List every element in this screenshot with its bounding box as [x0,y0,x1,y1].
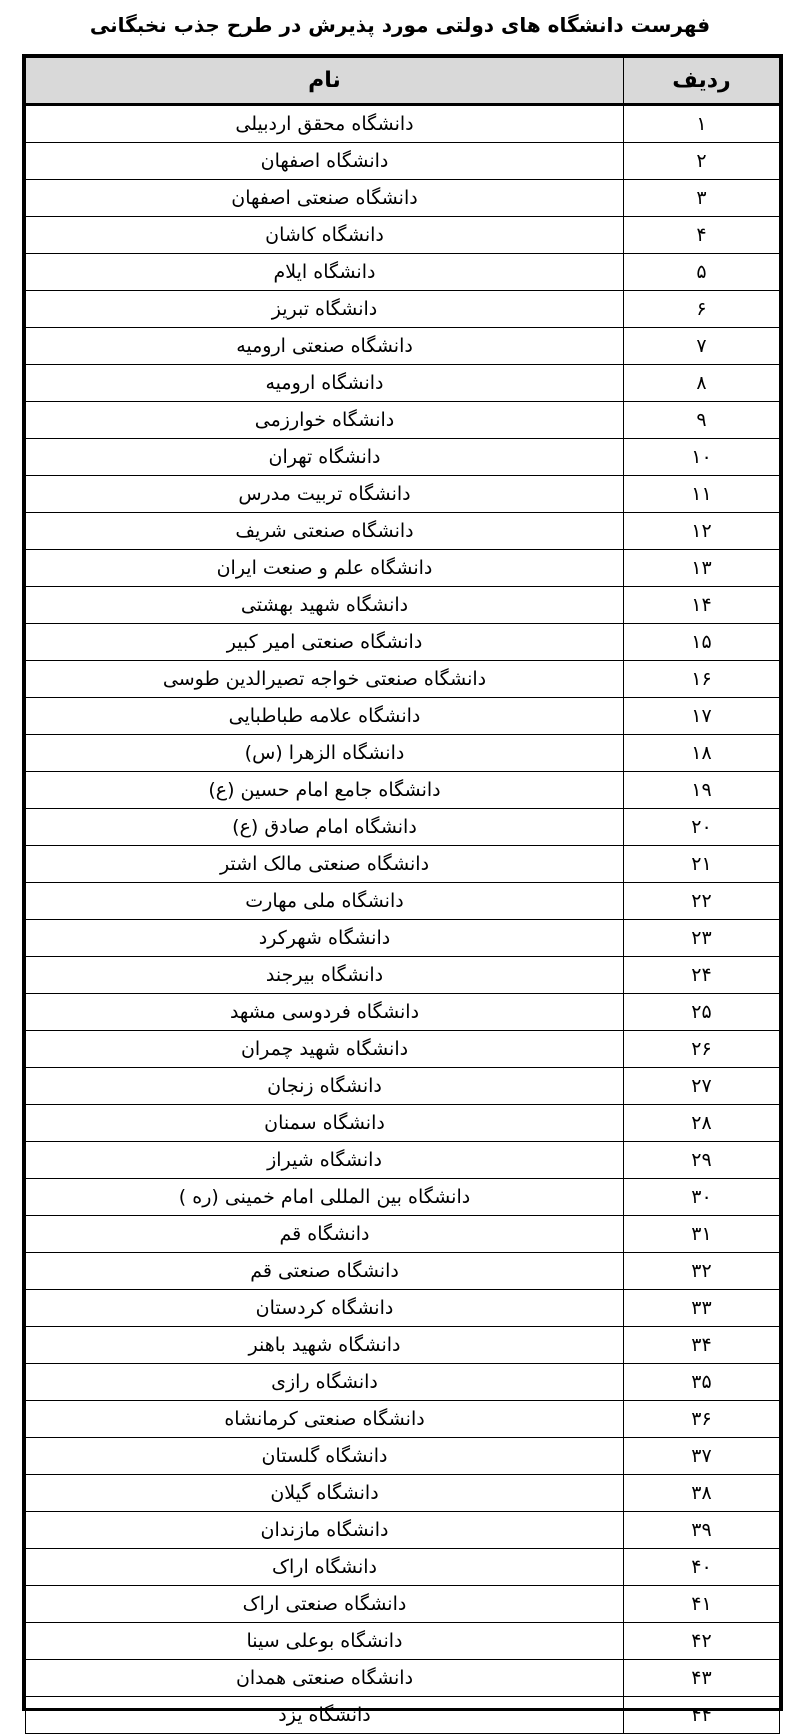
row-index-cell: ۲۶ [624,1031,780,1068]
table-row [26,476,780,513]
university-name-cell: دانشگاه سمنان [26,1105,624,1142]
row-index-cell: ۷ [624,328,780,365]
table-row [26,1142,780,1179]
table-row [26,180,780,217]
row-index-cell: ۳۳ [624,1290,780,1327]
row-index-cell: ۴۰ [624,1549,780,1586]
table-row [26,1623,780,1660]
row-index-cell: ۲۹ [624,1142,780,1179]
table-row [26,1327,780,1364]
row-index-cell: ۱۰ [624,439,780,476]
table-row [26,143,780,180]
row-index-cell: ۱۵ [624,624,780,661]
university-name-cell: دانشگاه صنعتی همدان [26,1660,624,1697]
university-name-cell: دانشگاه شیراز [26,1142,624,1179]
university-name-cell: دانشگاه ایلام [26,254,624,291]
row-index-cell: ۳۵ [624,1364,780,1401]
row-index-cell: ۲۲ [624,883,780,920]
row-index-cell: ۴۱ [624,1586,780,1623]
university-name-cell: دانشگاه شهید چمران [26,1031,624,1068]
table-row [26,291,780,328]
university-name-cell: دانشگاه بوعلی سینا [26,1623,624,1660]
table-row [26,365,780,402]
row-index-cell: ۱ [624,105,780,143]
row-index-cell: ۴۲ [624,1623,780,1660]
university-name-cell: دانشگاه ملی مهارت [26,883,624,920]
table-row [26,994,780,1031]
row-index-cell: ۲۳ [624,920,780,957]
table-row [26,1549,780,1586]
university-name-cell: دانشگاه بین المللی امام خمینی (ره ) [26,1179,624,1216]
university-name-cell: دانشگاه شهید بهشتی [26,587,624,624]
table-row [26,1697,780,1734]
table-row [26,1105,780,1142]
row-index-cell: ۹ [624,402,780,439]
row-index-cell: ۴۴ [624,1697,780,1734]
university-name-cell: دانشگاه صنعتی ارومیه [26,328,624,365]
row-index-cell: ۳۲ [624,1253,780,1290]
university-name-cell: دانشگاه اصفهان [26,143,624,180]
university-name-cell: دانشگاه رازی [26,1364,624,1401]
university-name-cell: دانشگاه علامه طباطبایی [26,698,624,735]
table-row [26,957,780,994]
table-row [26,1068,780,1105]
row-index-cell: ۱۱ [624,476,780,513]
university-name-cell: دانشگاه صنعتی شریف [26,513,624,550]
table-row [26,1475,780,1512]
row-index-cell: ۱۶ [624,661,780,698]
university-name-cell: دانشگاه یزد [26,1697,624,1734]
row-index-cell: ۱۴ [624,587,780,624]
table-row [26,624,780,661]
table-row [26,439,780,476]
university-name-cell: دانشگاه صنعتی اصفهان [26,180,624,217]
row-index-cell: ۱۸ [624,735,780,772]
university-name-cell: دانشگاه کردستان [26,1290,624,1327]
row-index-cell: ۴۳ [624,1660,780,1697]
university-name-cell: دانشگاه مازندان [26,1512,624,1549]
university-name-cell: دانشگاه فردوسی مشهد [26,994,624,1031]
page-title: فهرست دانشگاه های دولتی مورد پذیرش در طرح جذب نخبگانی [89,13,711,37]
table-row [26,1179,780,1216]
university-name-cell: دانشگاه محقق اردبیلی [26,105,624,143]
row-index-cell: ۲ [624,143,780,180]
row-index-cell: ۲۰ [624,809,780,846]
table-row [26,1512,780,1549]
university-name-cell: دانشگاه بیرجند [26,957,624,994]
table-row [26,1401,780,1438]
row-index-cell: ۵ [624,254,780,291]
table-row [26,1031,780,1068]
table-row [26,1216,780,1253]
table-header-row [26,58,780,105]
row-index-cell: ۲۸ [624,1105,780,1142]
university-name-cell: دانشگاه علم و صنعت ایران [26,550,624,587]
row-index-cell: ۳۹ [624,1512,780,1549]
row-index-cell: ۱۲ [624,513,780,550]
university-table [25,57,780,1734]
table-row [26,772,780,809]
column-header-name: نام [26,58,624,105]
university-name-cell: دانشگاه زنجان [26,1068,624,1105]
university-name-cell: دانشگاه صنعتی اراک [26,1586,624,1623]
table-row [26,105,780,143]
row-index-cell: ۳۶ [624,1401,780,1438]
university-name-cell: دانشگاه الزهرا (س) [26,735,624,772]
table-row [26,587,780,624]
university-name-cell: دانشگاه گلستان [26,1438,624,1475]
row-index-cell: ۱۳ [624,550,780,587]
row-index-cell: ۲۴ [624,957,780,994]
university-name-cell: دانشگاه کاشان [26,217,624,254]
university-table-container [22,54,783,1726]
university-name-cell: دانشگاه جامع امام حسین (ع) [26,772,624,809]
table-row [26,550,780,587]
university-name-cell: دانشگاه صنعتی قم [26,1253,624,1290]
university-name-cell: دانشگاه قم [26,1216,624,1253]
table-row [26,809,780,846]
university-name-cell: دانشگاه شهرکرد [26,920,624,957]
university-name-cell: دانشگاه تربیت مدرس [26,476,624,513]
university-name-cell: دانشگاه تبریز [26,291,624,328]
table-row [26,1586,780,1623]
university-name-cell: دانشگاه تهران [26,439,624,476]
university-name-cell: دانشگاه شهید باهنر [26,1327,624,1364]
table-row [26,698,780,735]
table-row [26,402,780,439]
table-row [26,661,780,698]
table-row [26,1290,780,1327]
row-index-cell: ۳۰ [624,1179,780,1216]
row-index-cell: ۳۱ [624,1216,780,1253]
university-name-cell: دانشگاه اراک [26,1549,624,1586]
university-name-cell: دانشگاه خوارزمی [26,402,624,439]
university-name-cell: دانشگاه صنعتی امیر کبیر [26,624,624,661]
row-index-cell: ۲۱ [624,846,780,883]
table-body [26,105,780,1734]
row-index-cell: ۴ [624,217,780,254]
row-index-cell: ۲۵ [624,994,780,1031]
column-header-index: ردیف [624,58,780,105]
row-index-cell: ۶ [624,291,780,328]
table-row [26,883,780,920]
table-row [26,328,780,365]
row-index-cell: ۳۴ [624,1327,780,1364]
table-row [26,1364,780,1401]
university-name-cell: دانشگاه صنعتی خواجه تصیرالدین طوسی [26,661,624,698]
table-row [26,920,780,957]
table-row [26,735,780,772]
row-index-cell: ۲۷ [624,1068,780,1105]
table-row [26,513,780,550]
row-index-cell: ۳ [624,180,780,217]
university-name-cell: دانشگاه صنعتی مالک اشتر [26,846,624,883]
table-row [26,254,780,291]
university-name-cell: دانشگاه ارومیه [26,365,624,402]
table-row [26,1438,780,1475]
row-index-cell: ۱۷ [624,698,780,735]
university-name-cell: دانشگاه صنعتی کرمانشاه [26,1401,624,1438]
university-name-cell: دانشگاه امام صادق (ع) [26,809,624,846]
university-name-cell: دانشگاه گیلان [26,1475,624,1512]
table-row [26,846,780,883]
row-index-cell: ۱۹ [624,772,780,809]
table-row [26,1253,780,1290]
row-index-cell: ۳۸ [624,1475,780,1512]
row-index-cell: ۳۷ [624,1438,780,1475]
row-index-cell: ۸ [624,365,780,402]
table-row [26,1660,780,1697]
table-row [26,217,780,254]
